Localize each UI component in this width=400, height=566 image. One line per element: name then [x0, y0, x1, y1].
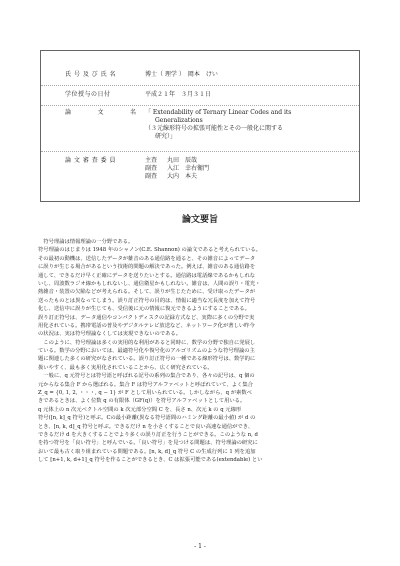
- date-label: 学位授与の日付: [65, 91, 111, 98]
- text-line: 一般に、q 元符号とは符号語と呼ばれる記号の系列の集合であり、各々の記号は、q 個の: [38, 373, 255, 380]
- text-line: いし、周波数ラジオ線かもしれないし、通信衛星かもしれない。雑音は、人間の誤り・電光・: [38, 280, 261, 287]
- abstract-body: [38, 238, 368, 465]
- text-line: 符号理論のはじまりは 1948 年のシャノン(C.E. Shannon) の論文であると考えられている。: [38, 247, 261, 254]
- title-line: Generalizations: [155, 117, 203, 124]
- degree-info-box: [40, 50, 360, 202]
- paragraph: [38, 339, 368, 373]
- examiner-entry: [145, 165, 209, 173]
- examiner-entry: [145, 173, 209, 181]
- examiner-role: 主査: [145, 157, 158, 164]
- examiner-entry: [145, 157, 209, 165]
- title-line: （３元線形符号の拡張可能性とその一般化に関する: [145, 125, 284, 132]
- examiner-role: 副査: [145, 173, 158, 180]
- text-line: できるだけ d を大きくすることでより多くの誤り訂正を行うことができる。このような n, d: [38, 431, 258, 438]
- text-line: 通して、できるだけ早く正確にデータを送りたいとする。通信路は電話線であるかもしれな: [38, 272, 256, 279]
- examiner-role: 副査: [145, 165, 158, 172]
- text-line: おいて最も古く取り組まれている問題である。[n, k, d]_q 符号 C の生成行列に 1 列を追加: [38, 448, 256, 455]
- text-line: 送ったものとは異なってしまう。誤り訂正符号の目的は、情報に適当な冗長度を加えて符号: [38, 297, 256, 304]
- text-line: 扱いやすく、最も多く実用化されていることから、広く研究されている。: [38, 364, 213, 371]
- paragraph: [38, 238, 368, 339]
- date-value: 平成２１年 ３月３１日: [145, 91, 212, 98]
- divider: [41, 105, 359, 106]
- text-line: 熱雑音・装置の欠陥などが考えられる。そして、誤りが生じたために、受け取ったデータが: [38, 289, 256, 296]
- text-line: 元からなる集合 F から選ばれる。集合 F は符号アルファベットと呼ばれていて、よく集合: [38, 381, 253, 388]
- text-line: きであるときは、よく位数 q の有限体（GF(q)）を符号アルファベットとして用いる。: [38, 398, 246, 405]
- examiner-name: 大内 本夫: [167, 173, 198, 180]
- text-line: して [n+1, k, d+1]_q 符号を作ることができるとき、C は拡張可能である(extendable) とい: [38, 457, 263, 464]
- text-line: 化し、送信中に誤りが生じても、受信後に元の情報に復元できるようにすることである。: [38, 306, 250, 313]
- text-line: とき、[n, k, d]_q 符号と呼ぶ。できるだけ n を小さくすることで良い高速な通信ができ、: [38, 423, 254, 430]
- text-line: q 元体上の n 次元ベクトル空間の k 次元部分空間 C を、長さ n、次元 k の q 元線形: [38, 406, 242, 413]
- name-value: 博士（ 理学 ） 岡本 けい: [145, 71, 218, 78]
- text-line: 符号理論は情報理論の一分野である。: [38, 239, 134, 245]
- text-line: 用化されている。携帯電話の普及やデジタルテレビ放送など、ネットワーク化が著しい昨今: [38, 322, 255, 329]
- page-number: - 1 -: [194, 543, 206, 550]
- examiners-label: 論 文 審 査 委 員: [65, 157, 117, 164]
- title-label: 論 文 名: [65, 109, 137, 116]
- text-line: このように、符号理論は多くの実用的な利用があると同時に、数学の分野で独自に発展し: [38, 339, 256, 346]
- text-line: その最初の動機は、送信したデータが雑音のある通信路を通ると、その雑音によってデータ: [38, 255, 256, 262]
- paragraph: [38, 372, 368, 464]
- name-label: 氏 号 及 び 氏 名: [65, 71, 117, 78]
- divider: [41, 151, 359, 152]
- examiner-name: 丸田 辰哉: [167, 157, 198, 164]
- text-line: Z_q = {0, 1, 2, ・・・, q − 1} が F として用いられている。しかしながら、q が素数べ: [38, 390, 252, 397]
- text-line: を持つ符号を「良い符号」と呼んでいる。「良い符号」を見つける問題は、符号理論の研究に: [38, 440, 258, 447]
- title-line: 「 Extendability of Ternary Linear Codes and its: [145, 109, 292, 116]
- examiners-list: [145, 157, 209, 181]
- divider: [41, 85, 359, 86]
- title-line: 研究）」: [155, 133, 177, 140]
- text-line: に誤りが生じる場合があるという技術的問題の解決であった。例えば、雑音のある通信路を: [38, 264, 256, 271]
- text-line: の状況は、実は符号理論なくしては実現できないのである。: [38, 331, 182, 338]
- text-line: 題に関連した多くの研究がなされている。誤り訂正符号の一種である線形符号は、数学的に: [38, 356, 256, 363]
- text-line: ている。数学の分野においては、最適符号化や復号化のアルゴリズムのような符号理論の主: [38, 348, 255, 355]
- abstract-heading: 論文要旨: [181, 215, 218, 225]
- thesis-title: [145, 109, 291, 141]
- text-line: 誤り訂正符号は、データ通信やコンパクトディスクの記録方式など、実際に多くの分野で実: [38, 314, 255, 321]
- examiner-name: 入江 幸右衛門: [167, 165, 210, 172]
- text-line: 符号([n, k]_q 符号)と呼ぶ。Cの最小距離(異なる符号語間のハミング距離の最小値) が d の: [38, 415, 256, 422]
